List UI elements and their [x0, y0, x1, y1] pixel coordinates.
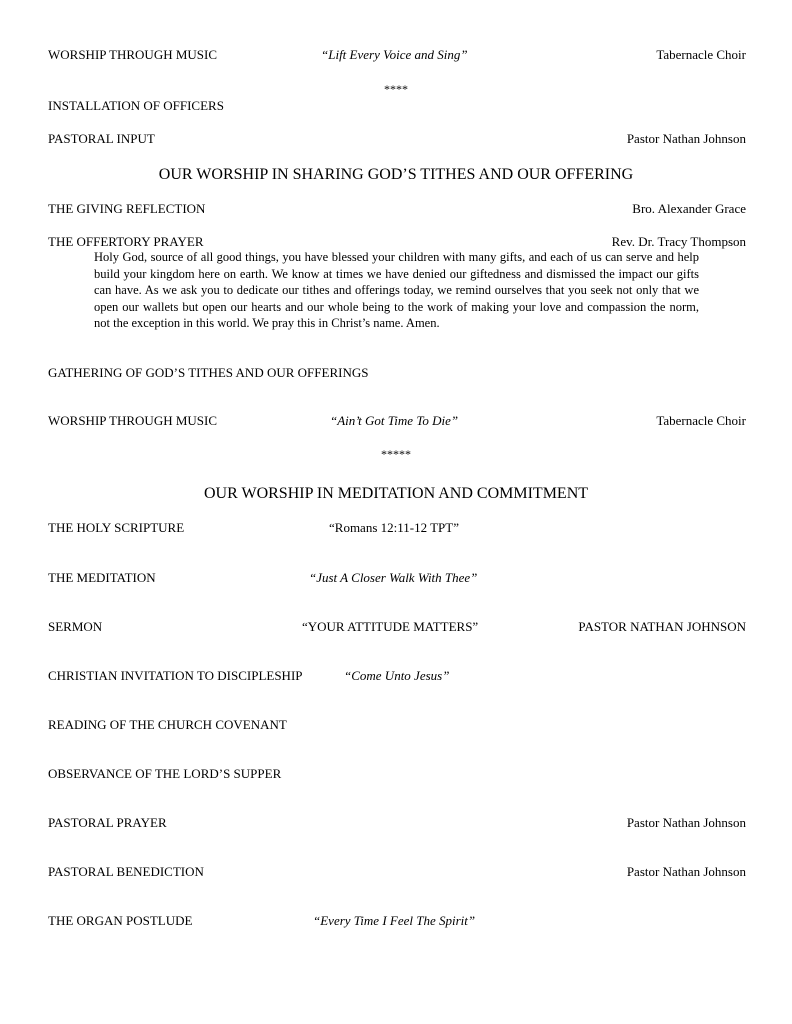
section-heading-meditation: OUR WORSHIP IN MEDITATION AND COMMITMENT — [203, 485, 589, 502]
music2-title: “Ain’t Got Time To Die” — [330, 413, 459, 428]
giving-reflection-person: Bro. Alexander Grace — [632, 201, 746, 216]
scripture-reference: “Romans 12:11-12 TPT” — [329, 520, 459, 535]
pastoral-prayer-person: Pastor Nathan Johnson — [626, 815, 746, 830]
music1-performer: Tabernacle Choir — [656, 47, 746, 62]
separator-2: ***** — [381, 447, 411, 461]
postlude-title: “Every Time I Feel The Spirit” — [313, 913, 476, 928]
separator-1: **** — [384, 82, 408, 96]
pastoral-input-person: Pastor Nathan Johnson — [626, 131, 746, 146]
benediction-label: PASTORAL BENEDICTION — [48, 864, 204, 879]
sermon-preacher: PASTOR NATHAN JOHNSON — [578, 619, 746, 634]
invitation-label: CHRISTIAN INVITATION TO DISCIPLESHIP — [48, 668, 303, 683]
benediction-person: Pastor Nathan Johnson — [626, 864, 746, 879]
sermon-title: “YOUR ATTITUDE MATTERS” — [302, 619, 479, 634]
meditation-title: “Just A Closer Walk With Thee” — [309, 570, 478, 585]
pastoral-prayer-label: PASTORAL PRAYER — [48, 815, 167, 830]
offertory-prayer-person: Rev. Dr. Tracy Thompson — [611, 234, 746, 249]
offertory-prayer-text: Holy God, source of all good things, you have blessed your children with many gifts, and each of us can serve and help build your kingdom here on earth. We know at times we have denied our giftedness and dismissed the impact our gifts can have. As we ask you to dedicate our tithes and offerings today, we remind ourselves that you seek not only that we open our wallets but open our hearts and our whole being to the work of making your love and compassion the norm, not the exception in this world. We pray this in Christ’s name. Amen. — [94, 250, 699, 331]
music2-label: WORSHIP THROUGH MUSIC — [48, 413, 218, 428]
sermon-label: SERMON — [48, 619, 103, 634]
music1-title: “Lift Every Voice and Sing” — [321, 47, 468, 62]
section-heading-offering: OUR WORSHIP IN SHARING GOD’S TITHES AND OUR OFFERING — [158, 166, 634, 183]
lords-supper-label: OBSERVANCE OF THE LORD’S SUPPER — [48, 766, 282, 781]
gathering-label: GATHERING OF GOD’S TITHES AND OUR OFFERINGS — [48, 365, 369, 380]
covenant-label: READING OF THE CHURCH COVENANT — [48, 717, 287, 732]
offertory-prayer-label: THE OFFERTORY PRAYER — [48, 234, 204, 249]
music2-performer: Tabernacle Choir — [656, 413, 746, 428]
invitation-title: “Come Unto Jesus” — [344, 668, 450, 683]
installation-label: INSTALLATION OF OFFICERS — [48, 98, 224, 113]
music1-label: WORSHIP THROUGH MUSIC — [48, 47, 218, 62]
scripture-label: THE HOLY SCRIPTURE — [48, 520, 185, 535]
meditation-label: THE MEDITATION — [48, 570, 156, 585]
giving-reflection-label: THE GIVING REFLECTION — [48, 201, 206, 216]
pastoral-input-label: PASTORAL INPUT — [48, 131, 155, 146]
postlude-label: THE ORGAN POSTLUDE — [48, 913, 193, 928]
